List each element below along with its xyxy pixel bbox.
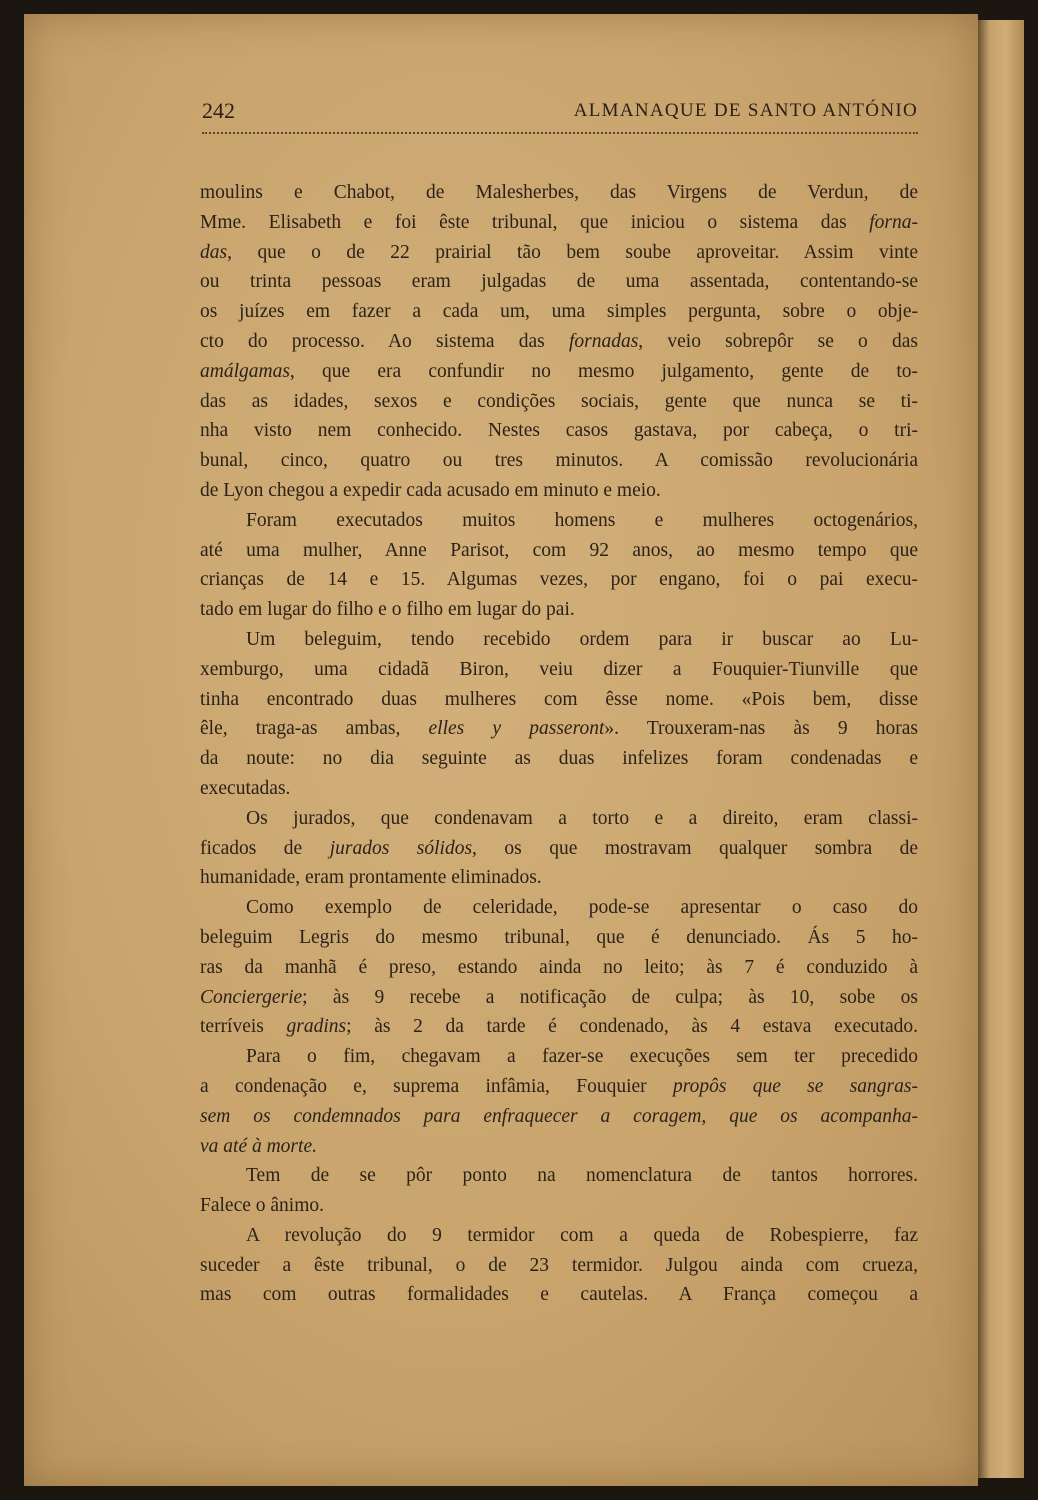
text-line: mas com outras formalidades e cautelas. A França começou a xyxy=(200,1284,918,1306)
text-line: ras da manhã é preso, estando ainda no leito; às 7 é conduzido à xyxy=(200,956,918,978)
text-line: tinha encontrado duas mulheres com êsse nome. «Pois bem, disse xyxy=(200,688,918,710)
text-line: da noute: no dia seguinte as duas infelizes foram condenadas e xyxy=(200,748,918,770)
text-line: os juízes em fazer a cada um, uma simples pergunta, sobre o obje- xyxy=(200,301,918,323)
text-line: Conciergerie; às 9 recebe a notificação de culpa; às 10, sobe os xyxy=(200,986,918,1008)
text-line: executadas. xyxy=(200,777,291,799)
text-line: beleguim Legris do mesmo tribunal, que é denunciado. Ás 5 ho- xyxy=(200,926,918,948)
text-line: Tem de se pôr ponto na nomenclatura de tantos horrores. xyxy=(246,1165,918,1187)
text-line: Para o fim, chegavam a fazer-se execuções sem ter precedido xyxy=(246,1046,918,1068)
text-line: tado em lugar do filho e o filho em lugar do pai. xyxy=(200,599,575,621)
body-text xyxy=(200,178,918,1310)
text-line: crianças de 14 e 15. Algumas vezes, por engano, foi o pai execu- xyxy=(200,569,918,591)
text-line: moulins e Chabot, de Malesherbes, das Virgens de Verdun, de xyxy=(200,182,918,203)
text-line: êle, traga-as ambas, elles y passeront». Trouxeram-nas às 9 horas xyxy=(200,718,918,740)
text-line: sem os condemnados para enfraquecer a coragem, que os acompanha- xyxy=(200,1105,918,1127)
text-line: Mme. Elisabeth e foi êste tribunal, que iniciou o sistema das forna- xyxy=(200,211,918,233)
text-line: terríveis gradins; às 2 da tarde é condenado, às 4 estava executado. xyxy=(200,1016,919,1038)
text-line: até uma mulher, Anne Parisot, com 92 anos, ao mesmo tempo que xyxy=(200,539,918,561)
text-line: va até à morte. xyxy=(200,1135,317,1157)
text-line: ou trinta pessoas eram julgadas de uma assentada, contentando-se xyxy=(200,271,918,293)
text-line: xemburgo, uma cidadã Biron, veiu dizer a Fouquier-Tiunville que xyxy=(200,658,918,680)
text-line: Falece o ânimo. xyxy=(200,1195,324,1217)
text-line: bunal, cinco, quatro ou tres minutos. A comissão revolucionária xyxy=(200,450,918,472)
page-header xyxy=(202,98,918,130)
text-line: cto do processo. Ao sistema das fornadas, veio sobrepôr se o das xyxy=(200,330,919,352)
text-line: das as idades, sexos e condições sociais, gente que nunca se ti- xyxy=(200,390,918,412)
text-line: Como exemplo de celeridade, pode-se apresentar o caso do xyxy=(246,897,918,919)
text-line: ficados de jurados sólidos, os que mostravam qualquer sombra de xyxy=(200,837,919,859)
text-line: amálgamas, que era confundir no mesmo julgamento, gente de to- xyxy=(200,360,918,382)
text-line: suceder a êste tribunal, o de 23 termidor. Julgou ainda com crueza, xyxy=(200,1254,918,1276)
text-line: humanidade, eram prontamente eliminados. xyxy=(200,867,542,889)
text-line: Os jurados, que condenavam a torto e a direito, eram classi- xyxy=(246,807,918,829)
text-line: nha visto nem conhecido. Nestes casos gastava, por cabeça, o tri- xyxy=(200,420,918,442)
text-line: de Lyon chegou a expedir cada acusado em minuto e meio. xyxy=(200,479,661,501)
text-line: Um beleguim, tendo recebido ordem para ir buscar ao Lu- xyxy=(246,628,918,650)
next-page-edge xyxy=(978,20,1024,1478)
text-line: a condenação e, suprema infâmia, Fouquier propôs que se sangras- xyxy=(200,1075,918,1097)
page-number: 242 xyxy=(202,98,235,123)
text-line: das, que o de 22 prairial tão bem soube aproveitar. Assim vinte xyxy=(200,241,918,263)
header-rule xyxy=(202,132,918,134)
text-line: A revolução do 9 termidor com a queda de Robespierre, faz xyxy=(246,1224,918,1246)
text-line: Foram executados muitos homens e mulheres octogenários, xyxy=(246,509,918,531)
running-title: ALMANAQUE DE SANTO ANTÓNIO xyxy=(573,100,918,121)
